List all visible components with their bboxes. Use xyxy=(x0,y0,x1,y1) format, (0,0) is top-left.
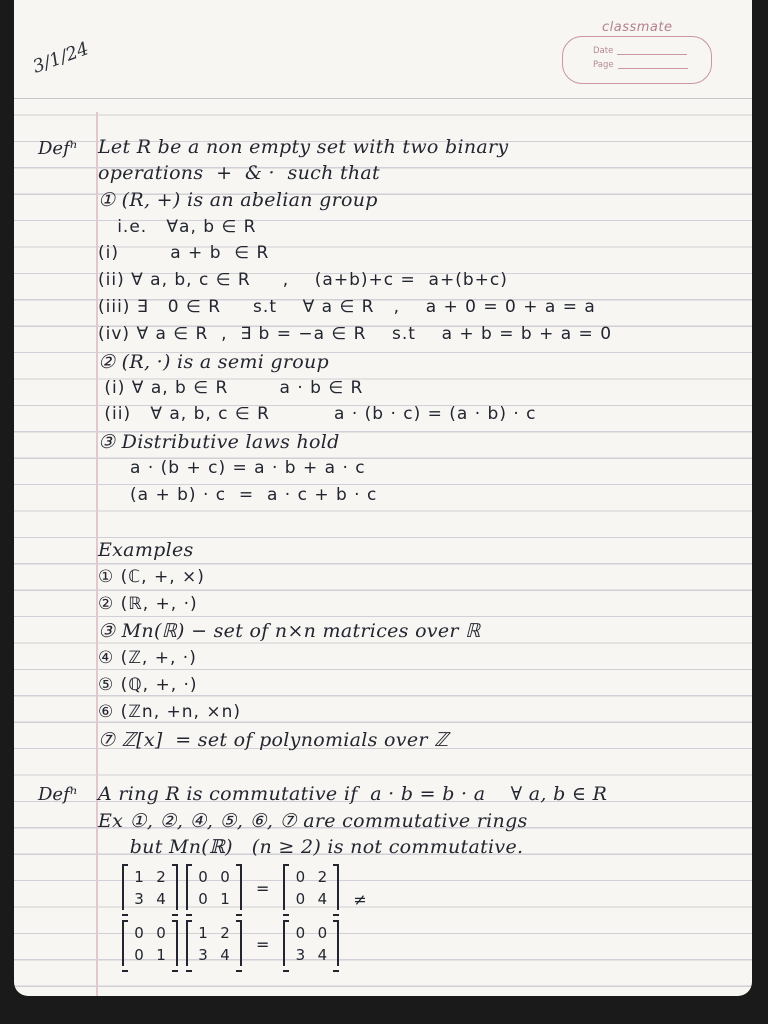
matrix: 0 0 0 1 xyxy=(122,922,178,966)
brand-logo: classmate xyxy=(602,20,673,35)
matrix: 0 0 0 1 xyxy=(186,866,242,910)
example-item: ⑦ ℤ[x] = set of polynomials over ℤ xyxy=(98,729,449,751)
example-item: ⑤ (ℚ, +, ·) xyxy=(98,675,198,695)
text-line: (i) ∀ a, b ∈ R a · b ∈ R xyxy=(98,378,364,398)
text-line: Let R be a non empty set with two binary xyxy=(98,136,509,158)
text-line: (iv) ∀ a ∈ R , ∃ b = −a ∈ R s.t a + b = b + a = 0 xyxy=(98,324,613,344)
not-equal-sign: ≠ xyxy=(353,889,367,909)
example-item: ① (ℂ, +, ×) xyxy=(98,567,205,587)
examples-heading: Examples xyxy=(98,539,194,561)
equals-sign: = xyxy=(256,934,270,954)
text-line: (a + b) · c = a · c + b · c xyxy=(98,485,378,505)
definition-tag-2: Defⁿ xyxy=(38,784,78,805)
text-line: i.e. ∀a, b ∈ R xyxy=(98,217,257,237)
text-line: (i) a + b ∈ R xyxy=(98,243,270,263)
example-item: ② (ℝ, +, ·) xyxy=(98,594,198,614)
example-item: ③ Mn(ℝ) − set of n×n matrices over ℝ xyxy=(98,620,481,642)
text-line: ③ Distributive laws hold xyxy=(98,431,340,453)
text-line: (iii) ∃ 0 ∈ R s.t ∀ a ∈ R , a + 0 = 0 + a = a xyxy=(98,297,596,317)
matrix: 1 2 3 4 xyxy=(186,922,242,966)
header-rule xyxy=(14,98,752,99)
text-line: but Mn(ℝ) (n ≥ 2) is not commutative. xyxy=(98,836,524,858)
matrix-equation-2 xyxy=(118,922,343,966)
date-page-stamp xyxy=(562,36,712,84)
notebook-page xyxy=(14,0,752,996)
matrix: 0 2 0 4 xyxy=(283,866,339,910)
date-field: Date xyxy=(593,46,687,56)
matrix: 1 2 3 4 xyxy=(122,866,178,910)
example-item: ④ (ℤ, +, ·) xyxy=(98,648,197,668)
page-field: Page xyxy=(593,60,688,70)
definition-tag-1: Defⁿ xyxy=(38,138,78,159)
matrix-equation-1 xyxy=(118,866,377,910)
handwritten-date: 3/1/24 xyxy=(30,38,92,78)
text-line: operations + & · such that xyxy=(98,162,380,184)
text-line: Ex ①, ②, ④, ⑤, ⑥, ⑦ are commutative rings xyxy=(98,810,528,832)
example-item: ⑥ (ℤn, +n, ×n) xyxy=(98,702,241,722)
text-line: ① (R, +) is an abelian group xyxy=(98,189,378,211)
matrix: 0 0 3 4 xyxy=(283,922,339,966)
text-line: (ii) ∀ a, b, c ∈ R , (a+b)+c = a+(b+c) xyxy=(98,270,508,290)
text-line: ② (R, ·) is a semi group xyxy=(98,351,330,373)
text-line: A ring R is commutative if a · b = b · a ∀ a, b ∈ R xyxy=(98,783,608,805)
equals-sign: = xyxy=(256,878,270,898)
text-line: a · (b + c) = a · b + a · c xyxy=(98,458,366,478)
text-line: (ii) ∀ a, b, c ∈ R a · (b · c) = (a · b) · c xyxy=(98,404,537,424)
